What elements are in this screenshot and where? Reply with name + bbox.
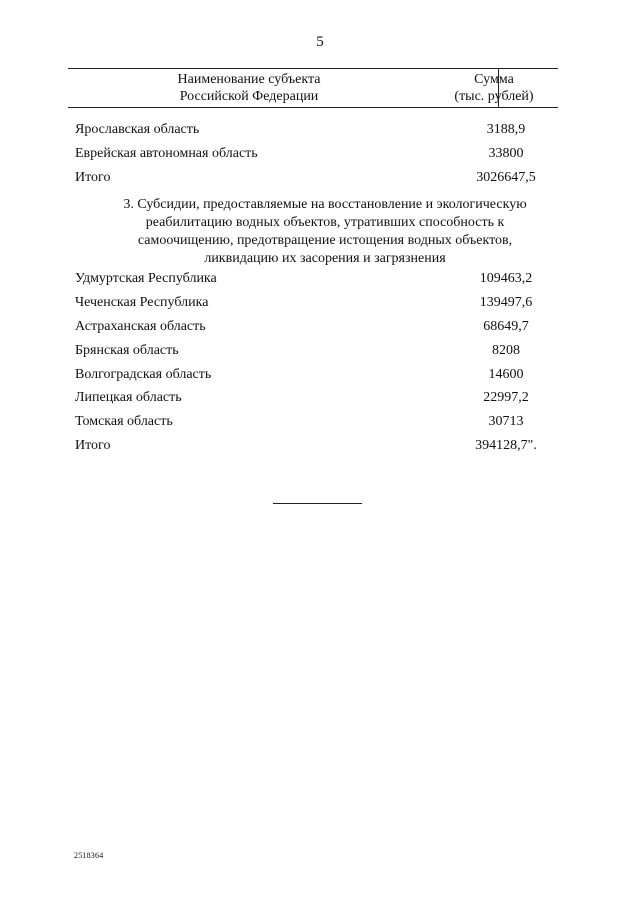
- header-sum: [430, 71, 558, 105]
- region-name: Липецкая область: [75, 390, 182, 405]
- amount-value: 22997,2: [483, 390, 529, 405]
- section-title-line: реабилитацию водных объектов, утративших способность к: [145, 215, 505, 230]
- region-name: Брянская область: [75, 343, 179, 358]
- table-row: [75, 295, 533, 315]
- total-value: 394128,7".: [475, 438, 537, 453]
- amount-value: 68649,7: [483, 319, 529, 334]
- amount-value: 30713: [488, 414, 524, 429]
- table-row: [75, 319, 529, 339]
- table-row: [75, 367, 525, 387]
- closing-rule: [273, 503, 362, 504]
- table-header: [68, 68, 558, 108]
- total-value: 3026647,5: [476, 170, 536, 185]
- total-row: [75, 438, 537, 458]
- section-title-line: самоочищению, предотвращение истощения водных объектов,: [137, 233, 513, 248]
- region-name: Удмуртская Республика: [75, 271, 217, 286]
- region-name: Чеченская Республика: [75, 295, 209, 310]
- region-name: Волгоградская область: [75, 367, 212, 382]
- table-row: [75, 271, 533, 291]
- header-subject-name: [68, 71, 430, 105]
- section-title-line: 3. Субсидии, предоставляемые на восстановление и экологическую: [123, 197, 527, 212]
- region-name: Астраханская область: [75, 319, 206, 334]
- region-name: Томская область: [75, 414, 173, 429]
- table-row: [75, 343, 525, 363]
- region-name: Ярославская область: [75, 122, 200, 137]
- total-label: Итого: [75, 170, 111, 185]
- table-row: [75, 122, 525, 142]
- amount-value: 14600: [488, 367, 524, 382]
- header-subject-line-2: Российской Федерации: [179, 89, 319, 104]
- header-sum-line-1: Сумма: [474, 72, 514, 87]
- table-row: [75, 390, 529, 410]
- amount-value: 33800: [488, 146, 524, 161]
- amount-value: 139497,6: [479, 295, 533, 310]
- amount-value: 109463,2: [479, 271, 533, 286]
- amount-value: 8208: [492, 343, 520, 358]
- section-3-title: [80, 196, 570, 268]
- table-row: [75, 414, 525, 434]
- total-label: Итого: [75, 438, 111, 453]
- table-row: [75, 146, 525, 166]
- document-code: 2518364: [74, 851, 104, 860]
- region-name: Еврейская автономная область: [75, 146, 258, 161]
- section-title-line: ликвидацию их засорения и загрязнения: [204, 251, 446, 266]
- total-row: [75, 170, 536, 190]
- amount-value: 3188,9: [486, 122, 526, 137]
- header-sum-line-2: (тыс. рублей): [454, 89, 534, 104]
- page-number: 5: [316, 34, 324, 50]
- header-subject-line-1: Наименование субъекта: [177, 72, 321, 87]
